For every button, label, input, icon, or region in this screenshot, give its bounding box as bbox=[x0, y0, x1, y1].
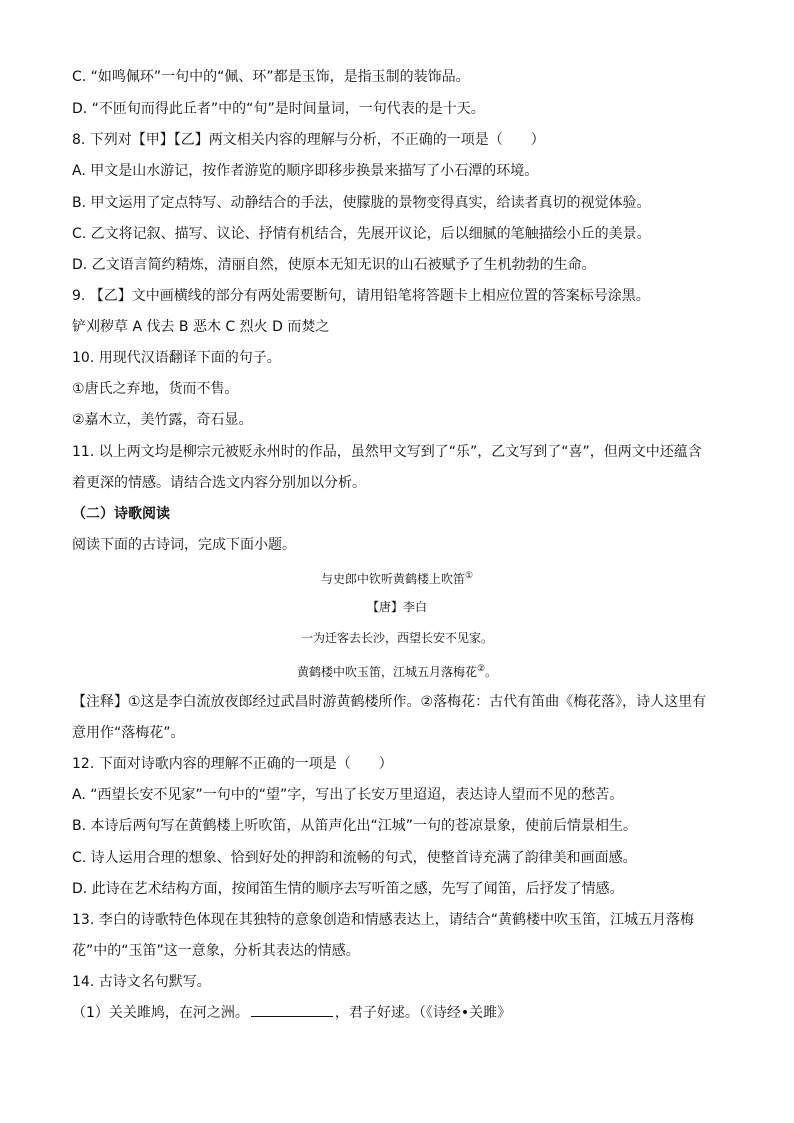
question-11-line-2: 着更深的情感。请结合选文内容分别加以分析。 bbox=[72, 475, 366, 491]
poem-line-2-text: 黄鹤楼中吹玉笛，江城五月落梅花 bbox=[296, 665, 477, 679]
q12-option-b: B. 本诗后两句写在黄鹤楼上听吹笛，从笛声化出“江城”一句的苍凉景象，使前后情景相生。 bbox=[72, 818, 638, 834]
poem-title-text: 与史郎中钦听黄鹤楼上吹笛 bbox=[320, 572, 465, 586]
q7-option-d: D. “不匝旬而得此丘者”中的“旬”是时间量词，一句代表的是十天。 bbox=[72, 101, 485, 117]
poetry-intro: 阅读下面的古诗词，完成下面小题。 bbox=[72, 537, 296, 553]
q10-sentence-2: ②嘉木立，美竹露，奇石显。 bbox=[72, 412, 253, 428]
q7-option-c: C. “如鸣佩环”一句中的“佩、环”都是玉饰，是指玉制的装饰品。 bbox=[72, 69, 470, 85]
question-11-line-1: 11. 以上两文均是柳宗元被贬永州时的作品，虽然甲文写到了“乐”，乙文写到了“喜”，但两文中还蕴含 bbox=[72, 444, 702, 460]
poem-title-note-mark: ① bbox=[464, 571, 474, 581]
q14-item-1-prefix: （1）关关雎鸠，在河之洲。 bbox=[72, 1005, 249, 1021]
poem-line-2-note-mark: ② bbox=[476, 664, 486, 674]
q14-item-1 bbox=[72, 1004, 722, 1022]
q12-option-a: A. “西望长安不见家”一句中的“望”字，写出了长安万里迢迢，表达诗人望而不见的愁苦。 bbox=[72, 787, 624, 803]
poem-author: 【唐】李白 bbox=[366, 600, 427, 614]
question-9: 9. 【乙】文中画横线的部分有两处需要断句，请用铅笔将答题卡上相应位置的答案标号涂黑。 bbox=[72, 288, 650, 304]
q8-option-b: B. 甲文运用了定点特写、动静结合的手法，使朦胧的景物变得真实，给读者真切的视觉体验。 bbox=[72, 195, 651, 211]
poem-line-2 bbox=[0, 661, 794, 680]
q8-option-c: C. 乙文将记叙、描写、议论、抒情有机结合，先展开议论，后以细腻的笔触描绘小丘的美景。 bbox=[72, 226, 651, 242]
q8-option-a: A. 甲文是山水游记，按作者游览的顺序即移步换景来描写了小石潭的环境。 bbox=[72, 163, 539, 179]
poem-title bbox=[0, 568, 794, 587]
question-13-line-2: 花”中的“玉笛”这一意象，分析其表达的情感。 bbox=[72, 943, 360, 959]
question-10: 10. 用现代汉语翻译下面的句子。 bbox=[72, 350, 281, 366]
question-8: 8. 下列对【甲】【乙】两文相关内容的理解与分析，不正确的一项是（ ） bbox=[72, 132, 545, 148]
poem-line-1: 一为迁客去长沙，西望长安不见家。 bbox=[300, 631, 493, 645]
q12-option-d: D. 此诗在艺术结构方面，按闻笛生情的顺序去写听笛之感，先写了闻笛，后抒发了情感。 bbox=[72, 881, 624, 897]
note-line-2: 意用作“落梅花”。 bbox=[72, 725, 185, 741]
question-12: 12. 下面对诗歌内容的理解不正确的一项是（ ） bbox=[72, 756, 393, 772]
q14-item-1-suffix: ，君子好逑。（《诗经•关雎》 bbox=[334, 1005, 512, 1021]
question-13-line-1: 13. 李白的诗歌特色体现在其独特的意象创造和情感表达上，请结合“黄鹤楼中吹玉笛，江城五月落梅 bbox=[72, 912, 694, 928]
q12-option-c: C. 诗人运用合理的想象、恰到好处的押韵和流畅的句式，使整首诗充满了韵律美和画面感。 bbox=[72, 850, 637, 866]
section-heading-poetry: （二）诗歌阅读 bbox=[72, 506, 170, 522]
answer-blank[interactable] bbox=[251, 1004, 333, 1017]
q10-sentence-1: ①唐氏之弃地，货而不售。 bbox=[72, 381, 239, 397]
note-line-1: 【注释】①这是李白流放夜郎经过武昌时游黄鹤楼所作。②落梅花：古代有笛曲《梅花落》，诗人这里有 bbox=[72, 694, 707, 710]
q8-option-d: D. 乙文语言简约精炼，清丽自然，使原本无知无识的山石被赋予了生机勃勃的生命。 bbox=[72, 257, 596, 273]
question-14: 14. 古诗文名句默写。 bbox=[72, 974, 211, 990]
q9-text: 铲刈秽草 A 伐去 B 恶木 C 烈火 D 而焚之 bbox=[72, 319, 330, 335]
poem-line-2-end: 。 bbox=[485, 665, 498, 679]
